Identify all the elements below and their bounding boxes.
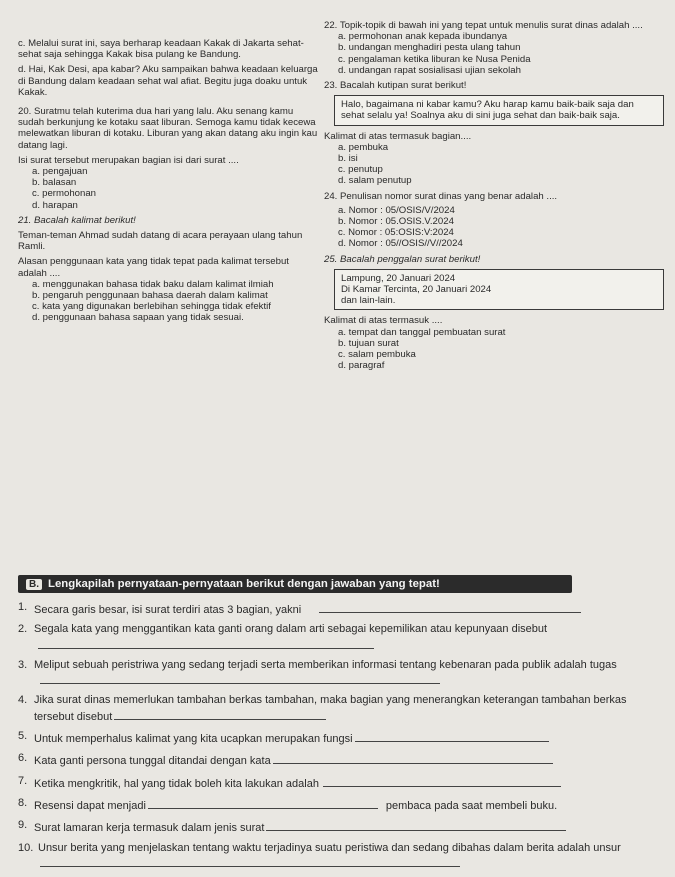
q21-stem: 21. Bacalah kalimat berikut! <box>18 214 136 226</box>
item-text: Unsur berita yang menjelaskan tentang waktu terjadinya suatu peristiwa dan sedang dibahas dalam berita adalah unsur <box>38 841 621 854</box>
fill-in-item <box>18 601 668 617</box>
question-22 <box>324 20 664 76</box>
fill-in-item <box>18 730 668 746</box>
section-b <box>18 575 668 877</box>
item-number: 9. <box>18 819 28 832</box>
item-text: Secara garis besar, isi surat terdiri atas 3 bagian, yakni <box>34 604 302 616</box>
question-21 <box>18 215 318 324</box>
q24-option-d[interactable]: d. Nomor : 05//OSIS//V//2024 <box>338 238 463 250</box>
q23-option-a[interactable]: a. pembuka <box>338 141 389 153</box>
fill-in-item <box>18 775 668 791</box>
item-text: Resensi dapat menjadi <box>34 799 146 812</box>
q23-option-c[interactable]: c. penutup <box>338 164 383 176</box>
q20-stem: 20. Suratmu telah kuterima dua hari yang lalu. Aku senang kamu sudah berkunjung ke kotaku saat liburan. Semoga kamu tidak kecewa melewatkan liburan di kotaku. Liburan yang akan datang aku ingin kau datang lagi. <box>18 106 318 151</box>
q22-option-a[interactable]: a. permohonan anak kepada ibundanya <box>338 31 508 43</box>
q21-option-b[interactable]: b. pengaruh penggunaan bahasa daerah dalam kalimat <box>32 290 268 302</box>
fill-in-item <box>18 623 668 653</box>
answer-blank[interactable] <box>323 775 561 787</box>
fill-in-item <box>18 752 668 768</box>
answer-blank[interactable] <box>40 855 460 867</box>
q23-excerpt-text: Halo, bagaimana ni kabar kamu? Aku harap kamu baik-baik saja dan sehat selalu ya! Soalnya aku di sini juga sehat dan baik-baik saja. <box>341 99 634 122</box>
q20-question: Isi surat tersebut merupakan bagian isi dari surat .... <box>18 154 239 166</box>
q23-letter-excerpt <box>334 95 664 125</box>
item-number: 2. <box>18 623 28 636</box>
q21-quote: Teman-teman Ahmad sudah datang di acara perayaan ulang tahun Ramli. <box>18 230 303 253</box>
item-number: 5. <box>18 730 28 743</box>
q24-option-a[interactable]: a. Nomor : 05/OSIS/V/2024 <box>338 204 455 216</box>
q25-box-line-3: dan lain-lain. <box>341 295 396 307</box>
fill-in-item <box>18 819 668 835</box>
q25-option-a[interactable]: a. tempat dan tanggal pembuatan surat <box>338 326 506 338</box>
item-text: Surat lamaran kerja termasuk dalam jenis surat <box>34 822 265 835</box>
fill-in-item <box>18 659 668 689</box>
q25-stem: 25. Bacalah penggalan surat berikut! <box>324 253 481 265</box>
q21-option-a[interactable]: a. menggunakan bahasa tidak baku dalam kalimat ilmiah <box>32 278 274 290</box>
item-text: Meliput sebuah peristriwa yang sedang terjadi serta memberikan informasi tentang kebenaran pada publik adalah tugas <box>34 658 617 671</box>
item-text: Segala kata yang menggantikan kata ganti orang dalam arti sebagai kepemilikan atau kepunyaan disebut <box>34 623 548 636</box>
q20-option-b[interactable]: b. balasan <box>32 177 77 189</box>
fill-in-item <box>18 797 668 813</box>
q25-letter-excerpt <box>334 269 664 311</box>
question-23 <box>324 80 664 187</box>
q24-stem: 24. Penulisan nomor surat dinas yang benar adalah .... <box>324 190 558 202</box>
question-24 <box>324 191 664 250</box>
q23-option-d[interactable]: d. salam penutup <box>338 175 412 187</box>
section-b-header <box>18 575 572 593</box>
item-number: 1. <box>18 601 28 613</box>
q23-stem: 23. Bacalah kutipan surat berikut! <box>324 80 467 92</box>
section-b-badge: B. <box>26 579 42 590</box>
item-text: Jika surat dinas memerlukan tambahan berkas tambahan, maka bagian yang menerangkan keterangan tambahan berkas tersebut disebut <box>34 694 627 723</box>
answer-blank[interactable] <box>114 708 326 720</box>
item-number: 3. <box>18 658 28 671</box>
item-text: Ketika mengkritik, hal yang tidak boleh kita lakukan adalah <box>34 777 319 790</box>
q25-option-c[interactable]: c. salam pembuka <box>338 349 416 361</box>
q23-question: Kalimat di atas termasuk bagian.... <box>324 130 472 142</box>
question-20 <box>18 106 318 211</box>
q22-option-c[interactable]: c. pengalaman ketika liburan ke Nusa Penida <box>338 53 531 65</box>
question-25 <box>324 254 664 372</box>
option-c-letter: c. Melalui surat ini, saya berharap keadaan Kakak di Jakarta sehat-sehat saja sehingga Kakak bisa pulang ke Bandung. <box>18 38 304 61</box>
answer-blank[interactable] <box>40 672 440 684</box>
q20-option-a[interactable]: a. pengajuan <box>32 166 88 178</box>
item-text: Untuk memperhalus kalimat yang kita ucapkan merupakan fungsi <box>34 733 353 746</box>
q20-option-c[interactable]: c. permohonan <box>32 188 96 200</box>
q23-option-b[interactable]: b. isi <box>338 153 358 165</box>
q22-option-d[interactable]: d. undangan rapat sosialisasi ujian sekolah <box>338 64 521 76</box>
q25-option-d[interactable]: d. paragraf <box>338 360 385 372</box>
fill-in-item <box>18 842 668 872</box>
q20-option-d[interactable]: d. harapan <box>32 199 78 211</box>
item-number: 4. <box>18 694 28 707</box>
section-b-title: Lengkapilah pernyataan-pernyataan berikut dengan jawaban yang tepat! <box>48 578 440 590</box>
left-column <box>18 38 318 326</box>
q21-question: Alasan penggunaan kata yang tidak tepat pada kalimat tersebut adalah .... <box>18 256 289 279</box>
answer-blank[interactable] <box>148 797 378 809</box>
answer-blank[interactable] <box>273 752 553 764</box>
q24-option-c[interactable]: c. Nomor : 05:OSIS:V:2024 <box>338 227 454 239</box>
item-number: 10. <box>18 841 34 854</box>
q22-stem: 22. Topik-topik di bawah ini yang tepat untuk menulis surat dinas adalah .... <box>324 20 643 31</box>
item-number: 8. <box>18 796 28 809</box>
answer-blank[interactable] <box>319 601 581 613</box>
q22-option-b[interactable]: b. undangan menghadiri pesta ulang tahun <box>338 42 521 54</box>
item-number: 7. <box>18 774 28 787</box>
fill-in-item <box>18 694 668 724</box>
q25-option-b[interactable]: b. tujuan surat <box>338 337 399 349</box>
item-text: Kata ganti persona tunggal ditandai dengan kata <box>34 755 271 768</box>
q21-option-c[interactable]: c. kata yang digunakan berlebihan sehingga tidak efektif <box>32 301 271 313</box>
q21-option-d[interactable]: d. penggunaan bahasa sapaan yang tidak sesuai. <box>32 312 244 324</box>
item-number: 6. <box>18 752 28 765</box>
fill-in-list <box>18 601 668 871</box>
right-column <box>324 20 664 373</box>
answer-blank[interactable] <box>38 637 374 649</box>
answer-blank[interactable] <box>355 730 549 742</box>
option-d-letter: d. Hai, Kak Desi, apa kabar? Aku sampaikan bahwa keadaan keluarga di Bandung dalam keadaan sehat wal afiat. Begitu juga doaku untuk Kakak. <box>18 64 318 98</box>
q25-box-line-1: Lampung, 20 Januari 2024 <box>341 272 456 284</box>
q24-option-b[interactable]: b. Nomor : 05.OSIS.V.2024 <box>338 216 454 228</box>
item-text-tail: pembaca pada saat membeli buku. <box>385 799 558 812</box>
answer-blank[interactable] <box>266 819 566 831</box>
q25-box-line-2: Di Kamar Tercinta, 20 Januari 2024 <box>341 284 492 296</box>
q25-question: Kalimat di atas termasuk .... <box>324 315 443 327</box>
